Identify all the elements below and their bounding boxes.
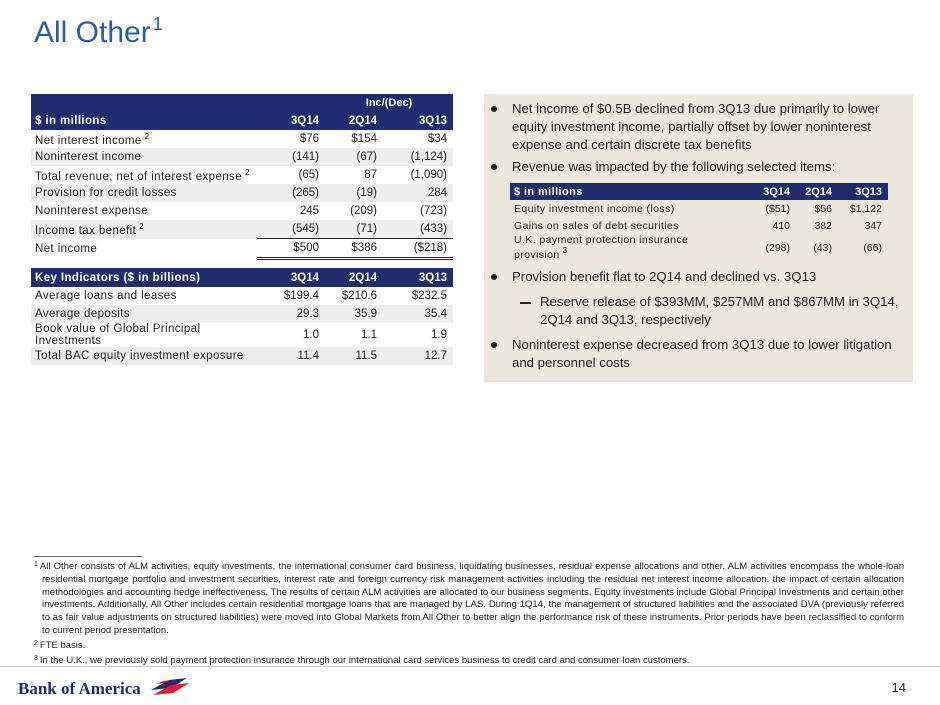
table-row (31, 202, 453, 220)
column-header: 2Q14 (348, 115, 377, 127)
commentary-panel (484, 94, 913, 382)
value-cell: 87 (364, 169, 377, 181)
row-label-text: Equity investment income (loss) (514, 202, 675, 215)
column-header: 2Q14 (805, 185, 832, 198)
value-cell: 12.7 (383, 347, 453, 365)
value-cell: 35.9 (325, 305, 383, 323)
dash-icon (520, 302, 531, 304)
page-number: 14 (891, 680, 906, 695)
column-header: 3Q13 (418, 271, 447, 284)
column-header: 3Q13 (418, 115, 447, 127)
page-title: All Other $^1$ (34, 14, 163, 49)
value-cell: 382 (814, 219, 832, 232)
value-cell: (19) (325, 184, 383, 202)
table-row (31, 184, 453, 202)
title-footnote-marker: 1 (152, 14, 163, 34)
footnotes (34, 559, 904, 667)
table-row (510, 217, 888, 234)
row-label-text: Net interest income (35, 134, 142, 147)
footnote-divider (34, 556, 142, 557)
bank-of-america-logo (18, 676, 189, 698)
results-table (31, 94, 453, 260)
selected-items-table (510, 183, 888, 261)
value-cell: (141) (257, 148, 325, 166)
value-cell: 11.4 (257, 347, 325, 365)
value-cell: (723) (420, 205, 447, 217)
footnote-1: $^1$ All Other consists of ALM activities, equity investments, the international consumer card business, liquidating businesses, residual expense allocations and other. ALM activities encompass the whole-loan residential mortgage portfolio and investment securities, interest rate and foreign currency risk management activities including the residual net interest income allocation, the impact of certain allocation methodologies and accounting hedge ineffectiveness. The results of certain ALM activities are allocated to our business segments. Equity investments include Global Principal Investments and certain other investments. Additionally, All Other includes certain residential mortgage loans that are managed by LAS. During 1Q14, the management of structured liabilities and the associated DVA (previously referred to as fair value adjustments on structured liabilities) were moved into Global Markets from All Other to better align the performance risk of these instruments. Prior periods have been reclassified to conform to current period presentation. (34, 561, 904, 636)
bullet-noninterest-expense: Noninterest expense decreased from 3Q13 due to lower litigation and personnel costs (512, 336, 904, 372)
row-label: Average loans and leases (35, 290, 177, 302)
footnote-marker: 2 (245, 167, 250, 177)
row-label (31, 184, 257, 202)
value-cell: 1.0 (303, 329, 319, 341)
table-row (31, 130, 453, 148)
column-header: Key Indicators ($ in billions) (35, 271, 201, 284)
key-indicators-table (31, 268, 453, 365)
value-cell: (1,090) (410, 169, 447, 181)
footnote-marker: 3 (562, 246, 568, 255)
row-label-text: Total revenue, net of interest expense (35, 170, 242, 183)
row-label-text: Noninterest expense (35, 205, 149, 217)
bullet-provision: Provision benefit flat to 2Q14 and declined vs. 3Q13 (512, 268, 904, 286)
value-cell: (265) (257, 184, 325, 202)
footnote-marker: 2 (139, 221, 145, 231)
logo-wordmark: Bank of America (18, 679, 141, 698)
bullet-revenue: Revenue was impacted by the following selected items: (512, 158, 904, 176)
value-cell: (71) (325, 220, 383, 239)
value-cell: (67) (325, 148, 383, 166)
column-header: 3Q14 (290, 115, 319, 127)
table-row (31, 347, 453, 365)
bullet-dot-icon (491, 274, 497, 280)
value-cell: 1.9 (431, 329, 447, 341)
row-label (510, 200, 742, 217)
value-cell: $232.5 (411, 290, 447, 302)
value-cell: 410 (772, 219, 790, 232)
bullet-dot-icon (491, 106, 497, 112)
footnote-2: $^2$ FTE basis. (34, 639, 86, 651)
column-header: 3Q14 (290, 271, 319, 284)
value-cell: (65) (298, 169, 319, 181)
row-label (31, 239, 257, 259)
bullet-net-income: Net income of $0.5B declined from 3Q13 due primarily to lower equity investment income, partially offset by lower noninterest expense and certain discrete tax benefits (512, 100, 904, 154)
row-label (31, 166, 257, 184)
value-cell: 11.5 (325, 347, 383, 365)
value-cell: 245 (299, 205, 319, 217)
row-label-text: U.K. payment protection insurance provision (514, 234, 689, 261)
bullet-dot-icon (491, 342, 497, 348)
row-label-text: Net income (35, 242, 98, 255)
column-header: $ in millions (514, 185, 583, 198)
row-label (31, 148, 257, 166)
row-label (31, 220, 257, 239)
value-cell: 35.4 (383, 305, 453, 323)
row-label-text: Noninterest income (35, 151, 142, 163)
value-cell: 1.1 (361, 329, 377, 341)
table-row (31, 305, 453, 323)
table-row (31, 220, 453, 239)
table-row (31, 148, 453, 166)
value-cell: (433) (383, 220, 453, 239)
row-label: Book value of Global Principal Investments (35, 323, 201, 347)
table-row (31, 323, 453, 347)
value-cell: $210.6 (341, 290, 377, 302)
value-cell: 284 (383, 184, 453, 202)
value-cell: $34 (427, 133, 447, 145)
value-cell: (298) (765, 241, 790, 254)
row-label-text: Gains on sales of debt securities (514, 219, 679, 232)
inc-dec-header: Inc/(Dec) (365, 97, 413, 109)
column-header: 3Q14 (763, 185, 790, 198)
value-cell: $1,122 (849, 202, 882, 215)
value-cell: $56 (814, 202, 832, 215)
value-cell: $500 (257, 239, 325, 259)
column-header: 2Q14 (348, 271, 377, 284)
row-label-text: Provision for credit losses (35, 187, 177, 199)
table-row (510, 234, 888, 261)
footnote-3: $^3$ In the U.K., we previously sold payment protection insurance through our international card services business to credit card and consumer loan customers. (34, 654, 690, 666)
value-cell: ($51) (765, 202, 790, 215)
table-row (31, 166, 453, 184)
table-row (31, 287, 453, 305)
value-cell: 347 (864, 219, 882, 232)
value-cell: $154 (351, 133, 377, 145)
value-cell: 29.3 (257, 305, 325, 323)
table-row (31, 239, 453, 259)
footer-divider (0, 666, 940, 667)
value-cell: $76 (299, 133, 319, 145)
row-label: Total BAC equity investment exposure (31, 347, 257, 365)
sub-bullet-reserve-release: Reserve release of $393MM, $257MM and $867MM in 3Q14, 2Q14 and 3Q13, respectively (540, 293, 906, 329)
row-label (31, 130, 257, 148)
bullet-dot-icon (491, 164, 497, 170)
value-cell: (545) (257, 220, 325, 239)
column-header: 3Q13 (855, 185, 882, 198)
row-label (31, 202, 257, 220)
value-cell: $199.4 (283, 290, 319, 302)
value-cell: ($218) (383, 239, 453, 259)
column-header: $ in millions (35, 115, 107, 127)
row-label-text: Income tax benefit (35, 224, 137, 237)
row-label: Average deposits (31, 305, 257, 323)
row-label (510, 234, 742, 261)
value-cell: (43) (813, 241, 832, 254)
flag-icon (149, 676, 189, 698)
value-cell: $386 (325, 239, 383, 259)
footnote-marker: 2 (144, 131, 150, 141)
value-cell: (209) (350, 205, 377, 217)
table-row (510, 200, 888, 217)
row-label (510, 217, 742, 234)
value-cell: (1,124) (383, 148, 453, 166)
value-cell: (66) (863, 241, 882, 254)
